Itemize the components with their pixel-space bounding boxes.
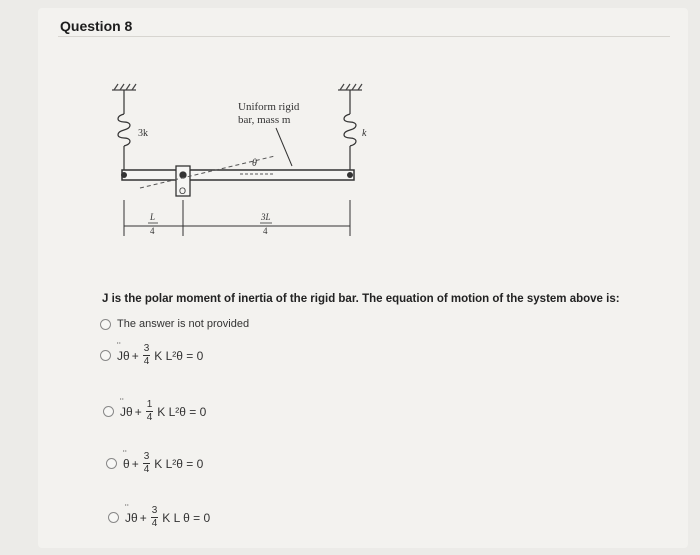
mechanism-figure — [100, 70, 380, 250]
angle-label: θ — [252, 158, 257, 169]
spring-right-label: k — [362, 128, 367, 139]
option-3-fraction: $\frac{3}{4}$ — [143, 451, 150, 475]
right-spring — [344, 90, 356, 174]
option-4[interactable] — [108, 506, 210, 529]
option-4-rhs: K L θ = 0 — [162, 510, 211, 525]
bar-label-line1: Uniform rigid — [238, 101, 300, 113]
option-1-rhs: K L²θ = 0 — [154, 348, 204, 363]
option-1-lhs: ¨ Jθ — [117, 349, 130, 363]
option-2-radio[interactable] — [103, 406, 114, 417]
option-3-radio[interactable] — [106, 458, 117, 469]
right-ceiling — [338, 84, 362, 90]
option-4-radio[interactable] — [108, 512, 119, 523]
spring-left-label: 3k — [138, 128, 148, 139]
question-title: Question 8 — [60, 18, 133, 34]
option-3-equation: ¨ θ + $\frac{3}{4}$ K L²θ = 0 — [123, 452, 203, 475]
option-0-text: The answer is not provided — [117, 318, 250, 330]
option-0-radio[interactable] — [100, 319, 111, 330]
dim-right-den: 4 — [263, 226, 268, 236]
bar-label-line2: bar, mass m — [238, 114, 291, 126]
option-1[interactable] — [100, 344, 203, 367]
option-1-fraction: $\frac{3}{4}$ — [143, 343, 150, 367]
option-2-rhs: K L²θ = 0 — [157, 404, 207, 419]
dim-left-den: 4 — [150, 226, 155, 236]
option-2-equation: ¨ Jθ + $\frac{1}{4}$ K L²θ = 0 — [120, 400, 206, 423]
spring-bar-diagram — [100, 70, 380, 250]
option-2[interactable] — [103, 400, 206, 423]
left-spring — [118, 90, 130, 174]
option-0[interactable] — [100, 318, 249, 330]
option-3-lhs: ¨ θ — [123, 457, 130, 471]
option-3-rhs: K L²θ = 0 — [154, 456, 204, 471]
dim-left-num: L — [150, 212, 156, 222]
rigid-bar — [122, 170, 354, 180]
dimension-lines — [124, 200, 350, 236]
option-1-equation: ¨ Jθ + $\frac{3}{4}$ K L²θ = 0 — [117, 344, 203, 367]
option-2-lhs: ¨ Jθ — [120, 405, 133, 419]
option-2-fraction: $\frac{1}{4}$ — [146, 399, 153, 423]
option-4-equation: ¨ Jθ + $\frac{3}{4}$ K L θ = 0 — [125, 506, 210, 529]
title-divider — [58, 36, 670, 37]
dim-right-num: 3L — [261, 212, 271, 222]
left-ceiling — [112, 84, 136, 90]
pivot-label: O — [179, 186, 187, 196]
option-4-lhs: ¨ Jθ — [125, 511, 138, 525]
option-1-radio[interactable] — [100, 350, 111, 361]
option-4-fraction: $\frac{3}{4}$ — [151, 505, 158, 529]
option-3[interactable] — [106, 452, 203, 475]
question-prompt: J is the polar moment of inertia of the rigid bar. The equation of motion of the system above is: — [102, 293, 620, 305]
